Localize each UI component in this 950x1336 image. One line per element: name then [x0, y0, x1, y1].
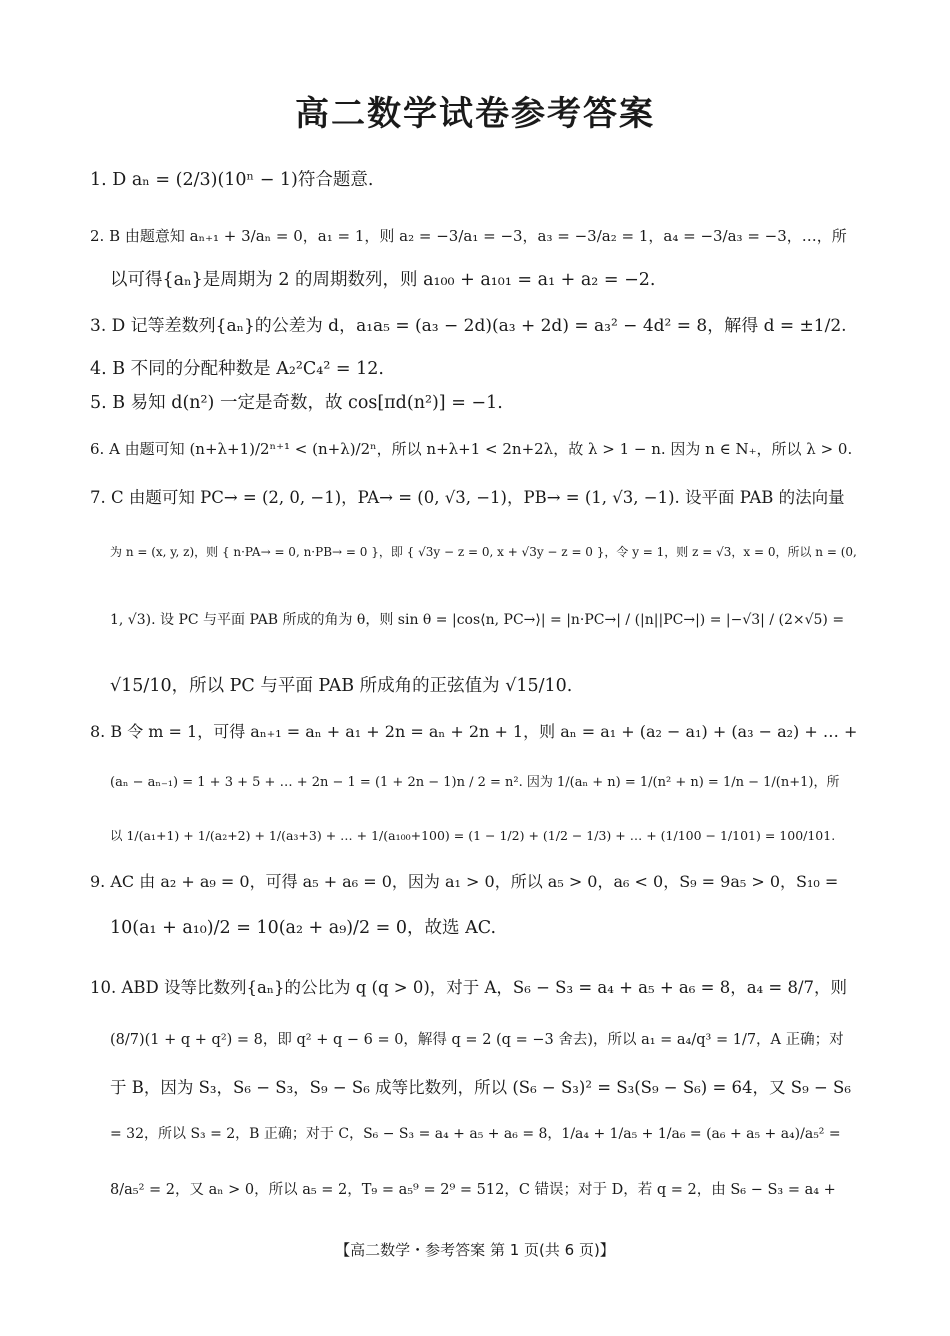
answer-line: 9. AC 由 a₂ + a₉ = 0，可得 a₅ + a₆ = 0，因为 a₁ > 0，所以 a₅ > 0，a₆ < 0，S₉ = 9a₅ > 0，S₁₀ = — [90, 872, 839, 891]
page-footer: 【高二数学・参考答案 第 1 页(共 6 页)】 — [335, 1241, 615, 1259]
answer-line: 10(a₁ + a₁₀)/2 = 10(a₂ + a₉)/2 = 0，故选 AC. — [110, 918, 497, 938]
answer-line: 8. B 令 m = 1，可得 aₙ₊₁ = aₙ + a₁ + 2n = aₙ + 2n + 1，则 aₙ = a₁ + (a₂ − a₁) + (a₃ − a₂) + … + — [90, 722, 858, 741]
answer-line: √15/10，所以 PC 与平面 PAB 所成角的正弦值为 √15/10. — [110, 676, 573, 696]
answer-line: 3. D 记等差数列{aₙ}的公差为 d，a₁a₅ = (a₃ − 2d)(a₃ + 2d) = a₃² − 4d² = 8，解得 d = ±1/2. — [90, 316, 847, 336]
answer-line: 7. C 由题可知 PC→ = (2, 0, −1)，PA→ = (0, √3, −1)，PB→ = (1, √3, −1). 设平面 PAB 的法向量 — [90, 488, 845, 507]
answer-line: 5. B 易知 d(n²) 一定是奇数，故 cos[πd(n²)] = −1. — [90, 393, 503, 413]
answer-line: 2. B 由题意知 aₙ₊₁ + 3/aₙ = 0，a₁ = 1，则 a₂ = −3/a₁ = −3，a₃ = −3/a₂ = 1，a₄ = −3/a₃ = −3，…，所 — [90, 227, 847, 245]
answer-line: 以 1/(a₁+1) + 1/(a₂+2) + 1/(a₃+3) + … + 1/(a₁₀₀+100) = (1 − 1/2) + (1/2 − 1/3) + … + (1/100 − 1/101) = 100/101. — [110, 828, 836, 843]
answer-line: 以可得{aₙ}是周期为 2 的周期数列，则 a₁₀₀ + a₁₀₁ = a₁ + a₂ = −2. — [110, 270, 656, 290]
answer-line: 为 n = (x, y, z)，则 { n·PA→ = 0, n·PB→ = 0 }，即 { √3y − z = 0, x + √3y − z = 0 }，令 y = 1，则 z = √3，x = 0，所以 n = (0, — [110, 545, 857, 559]
answer-line: 于 B，因为 S₃，S₆ − S₃，S₉ − S₆ 成等比数列，所以 (S₆ − S₃)² = S₃(S₉ − S₆) = 64，又 S₉ − S₆ — [110, 1078, 851, 1097]
answer-line: 1, √3). 设 PC 与平面 PAB 所成的角为 θ，则 sin θ = |cos⟨n, PC→⟩| = |n·PC→| / (|n||PC→|) = |−√3| / (2×√5) = — [110, 612, 845, 628]
answer-line: (8/7)(1 + q + q²) = 8，即 q² + q − 6 = 0，解得 q = 2 (q = −3 舍去)，所以 a₁ = a₄/q³ = 1/7，A 正确；对 — [110, 1032, 844, 1048]
answer-line: 6. A 由题可知 (n+λ+1)/2ⁿ⁺¹ < (n+λ)/2ⁿ，所以 n+λ+1 < 2n+2λ，故 λ > 1 − n. 因为 n ∈ N₊，所以 λ > 0. — [90, 440, 853, 458]
answer-line: 4. B 不同的分配种数是 A₂²C₄² = 12. — [90, 359, 384, 379]
answer-line: 10. ABD 设等比数列{aₙ}的公比为 q (q > 0)，对于 A，S₆ − S₃ = a₄ + a₅ + a₆ = 8，a₄ = 8/7，则 — [90, 978, 848, 997]
answer-line: 8/a₅² = 2，又 aₙ > 0，所以 a₅ = 2，T₉ = a₅⁹ = 2⁹ = 512，C 错误；对于 D，若 q = 2，由 S₆ − S₃ = a₄ + — [110, 1182, 836, 1198]
page-title: 高二数学试卷参考答案 — [295, 94, 655, 134]
answer-line: = 32，所以 S₃ = 2，B 正确；对于 C，S₆ − S₃ = a₄ + a₅ + a₆ = 8，1/a₄ + 1/a₅ + 1/a₆ = (a₆ + a₅ + a₄)/a₅² = — [110, 1126, 841, 1142]
answer-line: 1. D aₙ = (2/3)(10ⁿ − 1)符合题意. — [90, 170, 374, 190]
answer-line: (aₙ − aₙ₋₁) = 1 + 3 + 5 + … + 2n − 1 = (1 + 2n − 1)n / 2 = n². 因为 1/(aₙ + n) = 1/(n² + n) = 1/n − 1/(n+1)，所 — [110, 775, 840, 790]
